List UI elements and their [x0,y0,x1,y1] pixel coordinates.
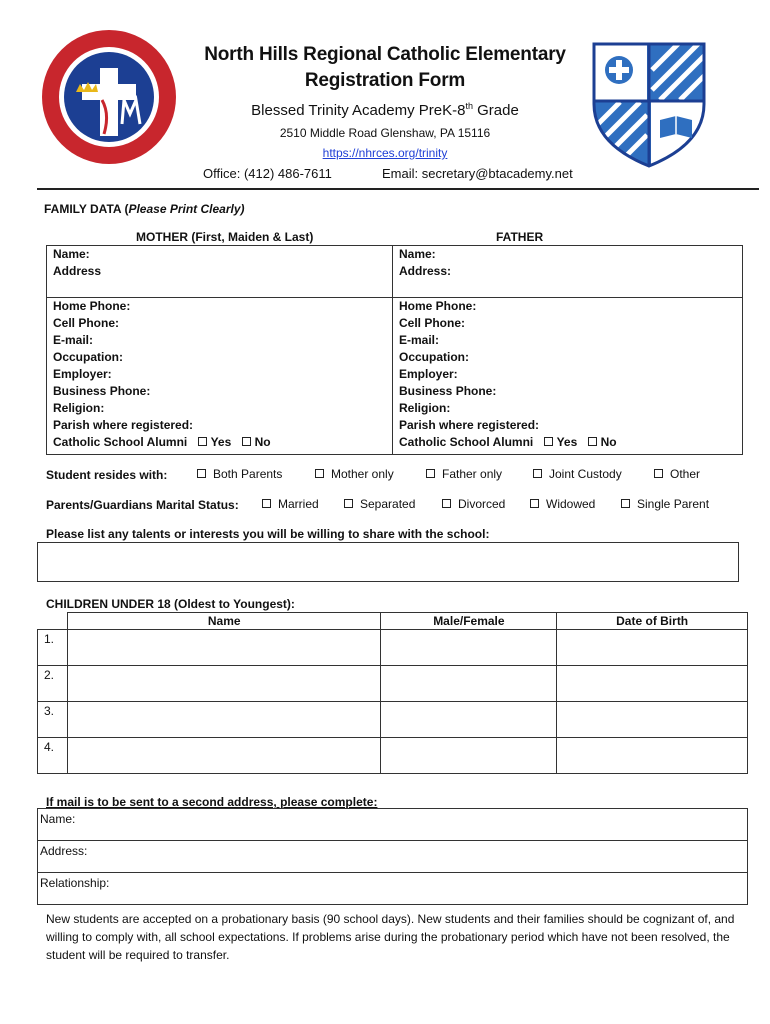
grade-word: Grade [472,102,519,119]
resides-joint-custody-label: Joint Custody [549,467,622,481]
marital-separated-option[interactable] [344,497,415,511]
resides-both-parents-checkbox[interactable] [197,469,206,478]
father-alumni-label: Catholic School Alumni [399,435,534,449]
resides-both-parents-label: Both Parents [213,467,283,481]
mother-alumni-no-label: No [254,435,271,449]
father-alumni-no-checkbox[interactable] [588,437,597,446]
children-number-header [38,613,68,630]
website-link[interactable]: https://nhrces.org/trinity [322,146,448,160]
father-occupation-label: Occupation: [399,350,470,364]
mother-occupation-label: Occupation: [53,350,124,364]
talents-label: Please list any talents or interests you will be willing to share with the school: [46,527,490,541]
mother-religion-label: Religion: [53,401,105,415]
form-title-line2: Registration Form [304,70,466,91]
form-title-line1: North Hills Regional Catholic Elementary [204,44,566,65]
child-dob-cell[interactable] [557,666,748,702]
father-alumni-row [399,434,617,451]
table-row [38,630,748,666]
academy-seal-logo [40,28,178,166]
resides-mother-only-option[interactable] [315,467,394,481]
marital-separated-checkbox[interactable] [344,499,353,508]
family-heading-prefix: FAMILY DATA ( [44,202,129,216]
mother-column-header: MOTHER (First, Maiden & Last) [136,230,314,244]
child-row-number: 2. [38,666,68,702]
father-parish-label: Parish where registered: [399,418,540,432]
child-gender-cell[interactable] [381,702,557,738]
mail-name-label: Name: [40,812,76,826]
father-religion-label: Religion: [399,401,451,415]
marital-widowed-checkbox[interactable] [530,499,539,508]
child-name-cell[interactable] [67,630,380,666]
child-dob-cell[interactable] [557,738,748,774]
children-gender-header: Male/Female [381,613,557,630]
father-alumni-no-label: No [600,435,617,449]
shield-logo [590,40,708,170]
probation-notice-line2: willing to comply with, all school expectations. If problems arise during the probationary period which have not been resolved, the [46,930,730,944]
probation-notice [46,910,756,964]
mother-alumni-yes-checkbox[interactable] [198,437,207,446]
resides-other-option[interactable] [654,467,700,481]
mother-cell-phone-label: Cell Phone: [53,316,120,330]
family-data-heading [44,202,245,216]
children-table [37,612,748,774]
mail-relationship-field[interactable] [37,872,748,905]
child-gender-cell[interactable] [381,630,557,666]
second-address-heading: If mail is to be sent to a second address, please complete: [46,795,378,809]
father-name-label: Name: [399,247,436,261]
mother-parish-label: Parish where registered: [53,418,194,432]
grade-superscript: th [465,101,473,111]
marital-divorced-checkbox[interactable] [442,499,451,508]
resides-other-label: Other [670,467,701,481]
child-gender-cell[interactable] [381,738,557,774]
father-alumni-yes-checkbox[interactable] [544,437,553,446]
school-name-line [170,101,600,119]
resides-both-parents-option[interactable] [197,467,282,481]
mail-address-field[interactable] [37,840,748,873]
mother-alumni-row [53,434,271,451]
father-business-phone-label: Business Phone: [399,384,497,398]
marital-single-parent-checkbox[interactable] [621,499,630,508]
table-row [38,666,748,702]
children-name-header: Name [67,613,380,630]
table-row [38,702,748,738]
resides-mother-only-label: Mother only [331,467,394,481]
marital-married-label: Married [278,497,319,511]
child-name-cell[interactable] [67,666,380,702]
children-header-row [38,613,748,630]
resides-joint-custody-option[interactable] [533,467,622,481]
marital-divorced-option[interactable] [442,497,505,511]
mail-address-label: Address: [40,844,88,858]
probation-notice-line3: student will be required to transfer. [46,948,230,962]
father-alumni-yes-label: Yes [556,435,578,449]
mother-home-phone-label: Home Phone: [53,299,131,313]
resides-joint-custody-checkbox[interactable] [533,469,542,478]
children-heading: CHILDREN UNDER 18 (Oldest to Youngest): [46,597,295,611]
mother-address-label: Address [53,264,102,278]
mother-alumni-no-checkbox[interactable] [242,437,251,446]
father-details-box[interactable] [392,297,743,455]
mail-name-field[interactable] [37,808,748,841]
marital-separated-label: Separated [360,497,416,511]
child-row-number: 4. [38,738,68,774]
marital-single-parent-option[interactable] [621,497,709,511]
mother-alumni-yes-label: Yes [210,435,232,449]
mail-relationship-label: Relationship: [40,876,110,890]
header-divider [37,188,759,190]
resides-other-checkbox[interactable] [654,469,663,478]
family-heading-em: Please Print Clearly) [128,202,245,216]
child-dob-cell[interactable] [557,630,748,666]
father-address-label: Address: [399,264,452,278]
office-email: Email: secretary@btacademy.net [382,166,573,181]
father-column-header: FATHER [496,230,544,244]
father-cell-phone-label: Cell Phone: [399,316,466,330]
mother-email-label: E-mail: [53,333,94,347]
table-row [38,738,748,774]
probation-notice-line1: New students are accepted on a probationary basis (90 school days). New students and their families should be cognizant of, and [46,912,735,926]
father-home-phone-label: Home Phone: [399,299,477,313]
mother-name-address-box[interactable] [46,245,393,298]
resides-label: Student resides with: [46,468,168,482]
children-dob-header: Date of Birth [557,613,748,630]
marital-widowed-option[interactable] [530,497,595,511]
marital-single-parent-label: Single Parent [637,497,710,511]
child-name-cell[interactable] [67,702,380,738]
website-link-row [170,146,600,160]
school-name: Blessed Trinity Academy PreK-8 [251,102,466,119]
father-email-label: E-mail: [399,333,440,347]
resides-father-only-label: Father only [442,467,503,481]
school-address: 2510 Middle Road Glenshaw, PA 15116 [279,126,491,140]
child-name-cell[interactable] [67,738,380,774]
marital-status-label: Parents/Guardians Marital Status: [46,498,239,512]
marital-married-option[interactable] [262,497,319,511]
mother-name-label: Name: [53,247,90,261]
child-row-number: 1. [38,630,68,666]
resides-mother-only-checkbox[interactable] [315,469,324,478]
child-gender-cell[interactable] [381,666,557,702]
child-row-number: 3. [38,702,68,738]
office-phone: Office: (412) 486-7611 [203,166,332,181]
marital-divorced-label: Divorced [458,497,506,511]
talents-input[interactable] [37,542,739,582]
father-name-address-box[interactable] [392,245,743,298]
resides-father-only-checkbox[interactable] [426,469,435,478]
marital-widowed-label: Widowed [546,497,596,511]
father-employer-label: Employer: [399,367,458,381]
child-dob-cell[interactable] [557,702,748,738]
resides-father-only-option[interactable] [426,467,502,481]
mother-alumni-label: Catholic School Alumni [53,435,188,449]
marital-married-checkbox[interactable] [262,499,271,508]
mother-details-box[interactable] [46,297,393,455]
mother-business-phone-label: Business Phone: [53,384,151,398]
mother-employer-label: Employer: [53,367,112,381]
